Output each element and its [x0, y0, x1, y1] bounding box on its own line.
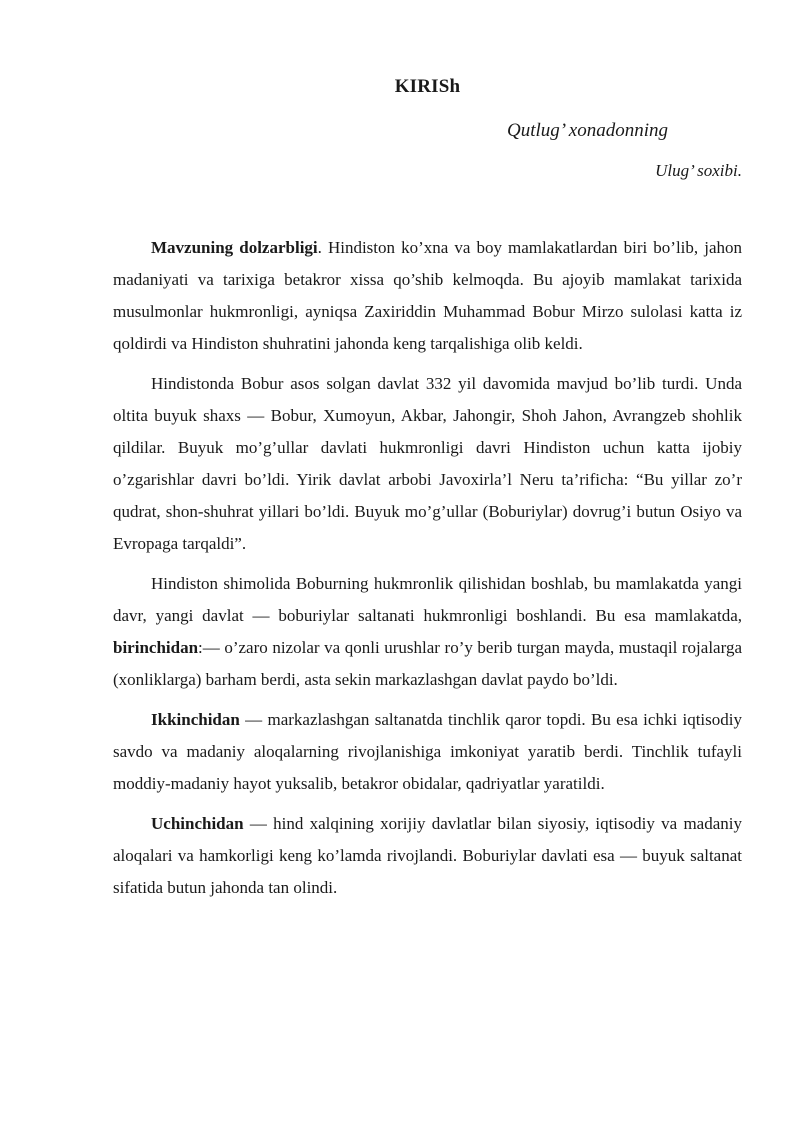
paragraph-new-era	[113, 568, 742, 696]
paragraph-lead: Ikkinchidan	[151, 710, 240, 729]
paragraph-lead: Uchinchidan	[151, 814, 244, 833]
paragraph-second	[113, 704, 742, 800]
paragraph-text: Hindiston shimolida Boburning hukmronlik qilishidan boshlab, bu mamlakatda yangi davr, yangi davlat — boburiylar saltanati hukmronligi boshlandi. Bu esa mamlakatda,	[113, 574, 742, 625]
paragraph-text: Hindistonda Bobur asos solgan davlat 332 yil davomida mavjud bo’lib turdi. Unda oltita buyuk shaxs — Bobur, Xumoyun, Akbar, Jahongir, Shoh Jahon, Avrangzeb shohlik qildilar. Buyuk mo’g’ullar davlati hukmronligi davri Hindiston uchun katta ijobiy o’zgarishlar davri bo’ldi. Yirik davlat arbobi Javoxirla’l Neru ta’rificha: “Bu yillar zo’r qudrat, shon-shuhrat yillari bo’ldi. Buyuk mo’g’ullar (Boburiylar) dovrug’i butun Osiyo va Evropaga tarqaldi”.	[113, 374, 742, 553]
body-text	[113, 232, 742, 912]
paragraph-lead: Mavzuning dolzarbligi	[151, 238, 318, 257]
paragraph-relevance	[113, 232, 742, 360]
paragraph-text: :— o’zaro nizolar va qonli urushlar ro’y berib turgan mayda, mustaqil rojalarga (xonliklarga) barham berdi, asta sekin markazlashgan davlat paydo bo’ldi.	[113, 638, 742, 689]
paragraph-text: — markazlashgan saltanatda tinchlik qaror topdi. Bu esa ichki iqtisodiy savdo va madaniy aloqalarning rivojlanishiga imkoniyat yaratib berdi. Tinchlik tufayli moddiy-madaniy hayot yuksalib, betakror obidalar, qadriyatlar yaratildi.	[113, 710, 742, 793]
paragraph-dynasty	[113, 368, 742, 560]
inline-bold-term: birinchidan	[113, 638, 199, 657]
paragraph-text: — hind xalqining xorijiy davlatlar bilan siyosiy, iqtisodiy va madaniy aloqalari va hamkorligi keng ko’lamda rivojlandi. Boburiylar davlati esa — buyuk saltanat sifatida butun jahonda tan olindi.	[113, 814, 742, 897]
paragraph-third	[113, 808, 742, 904]
epigraph-line-2: Ulug’ soxibi.	[655, 161, 742, 180]
paragraph-text: . Hindiston ko’xna va boy mamlakatlardan biri bo’lib, jahon madaniyati va tarixiga betakror xissa qo’shib kelmoqda. Bu ajoyib mamlakat tarixida musulmonlar hukmronligi, ayniqsa Zaxiriddin Muhammad Bobur Mirzo sulolasi katta iz qoldirdi va Hindiston shuhratini jahonda keng tarqalishiga olib keldi.	[113, 238, 742, 353]
page-title: KIRISh	[394, 76, 461, 97]
epigraph-line-1: Qutlug’ xonadonning	[507, 120, 668, 141]
